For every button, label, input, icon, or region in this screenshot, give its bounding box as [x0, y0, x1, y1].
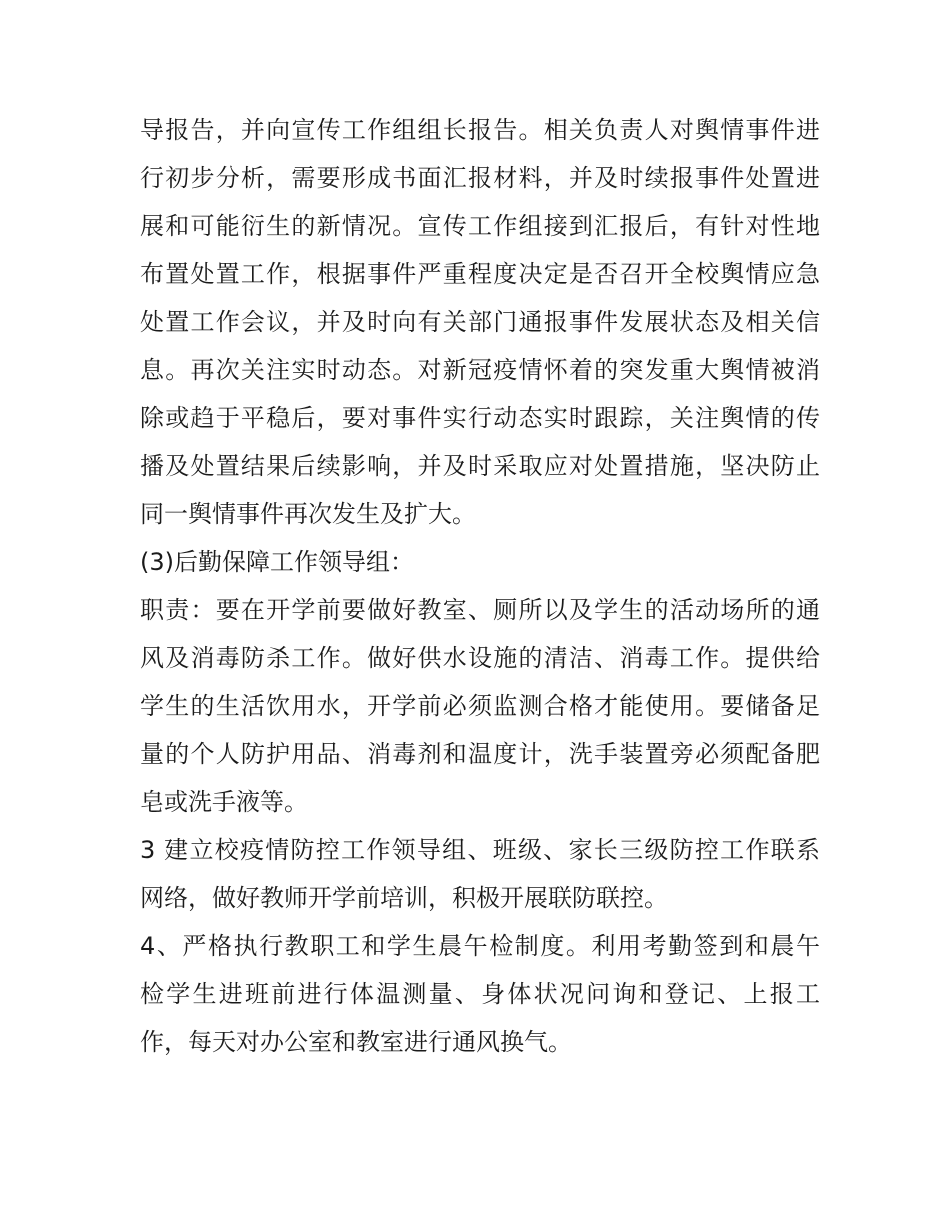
text-line: 皂或洗手液等。 [140, 788, 308, 816]
text-line: 网络，做好教师开学前培训，积极开展联防联控。 [140, 884, 668, 912]
text-line: 息。再次关注实时动态。对新冠疫情怀着的突发重大舆情被消 [140, 356, 820, 384]
text-line: 检学生进班前进行体温测量、身体状况问询和登记、上报工 [140, 980, 820, 1008]
text-line: 导报告，并向宣传工作组组长报告。相关负责人对舆情事件进 [140, 116, 820, 144]
text-line: 处置工作会议，并及时向有关部门通报事件发展状态及相关信 [140, 308, 820, 336]
document-body [140, 106, 820, 1066]
text-line: 除或趋于平稳后，要对事件实行动态实时跟踪，关注舆情的传 [140, 404, 820, 432]
text-line: 行初步分析，需要形成书面汇报材料，并及时续报事件处置进 [140, 164, 820, 192]
text-line: 3 建立校疫情防控工作领导组、班级、家长三级防控工作联系 [140, 836, 820, 864]
text-line: 风及消毒防杀工作。做好供水设施的清洁、消毒工作。提供给 [140, 644, 820, 672]
text-line: 职责：要在开学前要做好教室、厕所以及学生的活动场所的通 [140, 596, 820, 624]
text-line: 学生的生活饮用水，开学前必须监测合格才能使用。要储备足 [140, 692, 820, 720]
text-line: 同一舆情事件再次发生及扩大。 [140, 500, 476, 528]
text-line: 4、严格执行教职工和学生晨午检制度。利用考勤签到和晨午 [140, 932, 820, 960]
text-line: 展和可能衍生的新情况。宣传工作组接到汇报后，有针对性地 [140, 212, 820, 240]
text-line: 量的个人防护用品、消毒剂和温度计，洗手装置旁必须配备肥 [140, 740, 820, 768]
section-heading: (3)后勤保障工作领导组： [140, 548, 414, 576]
text-line: 播及处置结果后续影响，并及时采取应对处置措施，坚决防止 [140, 452, 820, 480]
text-line: 作，每天对办公室和教室进行通风换气。 [140, 1028, 572, 1056]
text-line: 布置处置工作，根据事件严重程度决定是否召开全校舆情应急 [140, 260, 820, 288]
